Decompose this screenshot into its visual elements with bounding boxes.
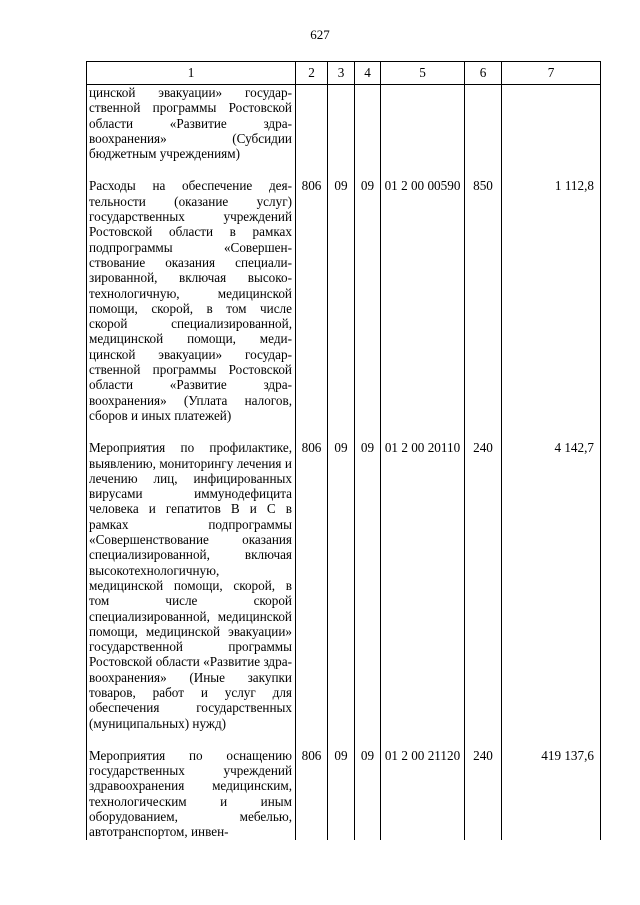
header-col-5: 5 [381, 62, 465, 85]
row-target-article: 01 2 00 21120 [381, 747, 465, 840]
row-description: Мероприятия по оснащению государственных учреждений здравоохранения медицинским, технологическим и иным оборудованием, мебелью, автотранспортом, инвен- [87, 747, 296, 840]
row-section-code [328, 85, 355, 178]
row-ministry-code: 806 [296, 177, 328, 439]
row-target-article [381, 85, 465, 178]
row-description: Мероприятия по профилактике, выявлению, мониторингу лечения и лечению лиц, инфицированных вирусами иммунодефицита человека и гепатитов В и С в рамках подпрограммы «Совершенствование оказания специализированной, включая высокотехнологичную, медицинской помощи, скорой, в том числе скорой специализированной, медицинской помощи, медицинской эвакуации» государственной программы Ростовской области «Развитие здравоохранения» (Иные закупки товаров, работ и услуг для обеспечения государственных (муниципальных) нужд) [87, 439, 296, 747]
row-amount: 4 142,7 [502, 439, 601, 747]
table-header-row [87, 62, 601, 85]
row-amount: 419 137,6 [502, 747, 601, 840]
row-target-article: 01 2 00 20110 [381, 439, 465, 747]
row-expense-type: 850 [465, 177, 502, 439]
row-section-code: 09 [328, 747, 355, 840]
row-description: Расходы на обеспечение деятельности (оказание услуг) государственных учреждений Ростовской области в рамках подпрограммы «Совершенствование оказания специализированной, включая высокотехнологичную, медицинской помощи, скорой, в том числе скорой специализированной, медицинской помощи, медицинской эвакуации» государственной программы Ростовской области «Развитие здравоохранения» (Уплата налогов, сборов и иных платежей) [87, 177, 296, 439]
row-expense-type: 240 [465, 747, 502, 840]
row-description: цинской эвакуации» государственной программы Ростовской области «Развитие здравоохранения» (Субсидии бюджетным учреждениям) [87, 85, 296, 178]
row-subsection-code: 09 [355, 177, 381, 439]
row-subsection-code: 09 [355, 747, 381, 840]
row-amount: 1 112,8 [502, 177, 601, 439]
budget-table [86, 61, 601, 840]
table-row [87, 177, 601, 439]
table-row [87, 747, 601, 840]
header-col-6: 6 [465, 62, 502, 85]
header-col-2: 2 [296, 62, 328, 85]
page-number: 627 [310, 27, 330, 42]
row-amount [502, 85, 601, 178]
row-ministry-code [296, 85, 328, 178]
header-col-1: 1 [87, 62, 296, 85]
header-col-3: 3 [328, 62, 355, 85]
row-ministry-code: 806 [296, 439, 328, 747]
row-subsection-code [355, 85, 381, 178]
row-section-code: 09 [328, 439, 355, 747]
row-expense-type: 240 [465, 439, 502, 747]
row-target-article: 01 2 00 00590 [381, 177, 465, 439]
row-ministry-code: 806 [296, 747, 328, 840]
row-subsection-code: 09 [355, 439, 381, 747]
row-section-code: 09 [328, 177, 355, 439]
table-row [87, 85, 601, 178]
table-row [87, 439, 601, 747]
row-expense-type [465, 85, 502, 178]
header-col-7: 7 [502, 62, 601, 85]
header-col-4: 4 [355, 62, 381, 85]
